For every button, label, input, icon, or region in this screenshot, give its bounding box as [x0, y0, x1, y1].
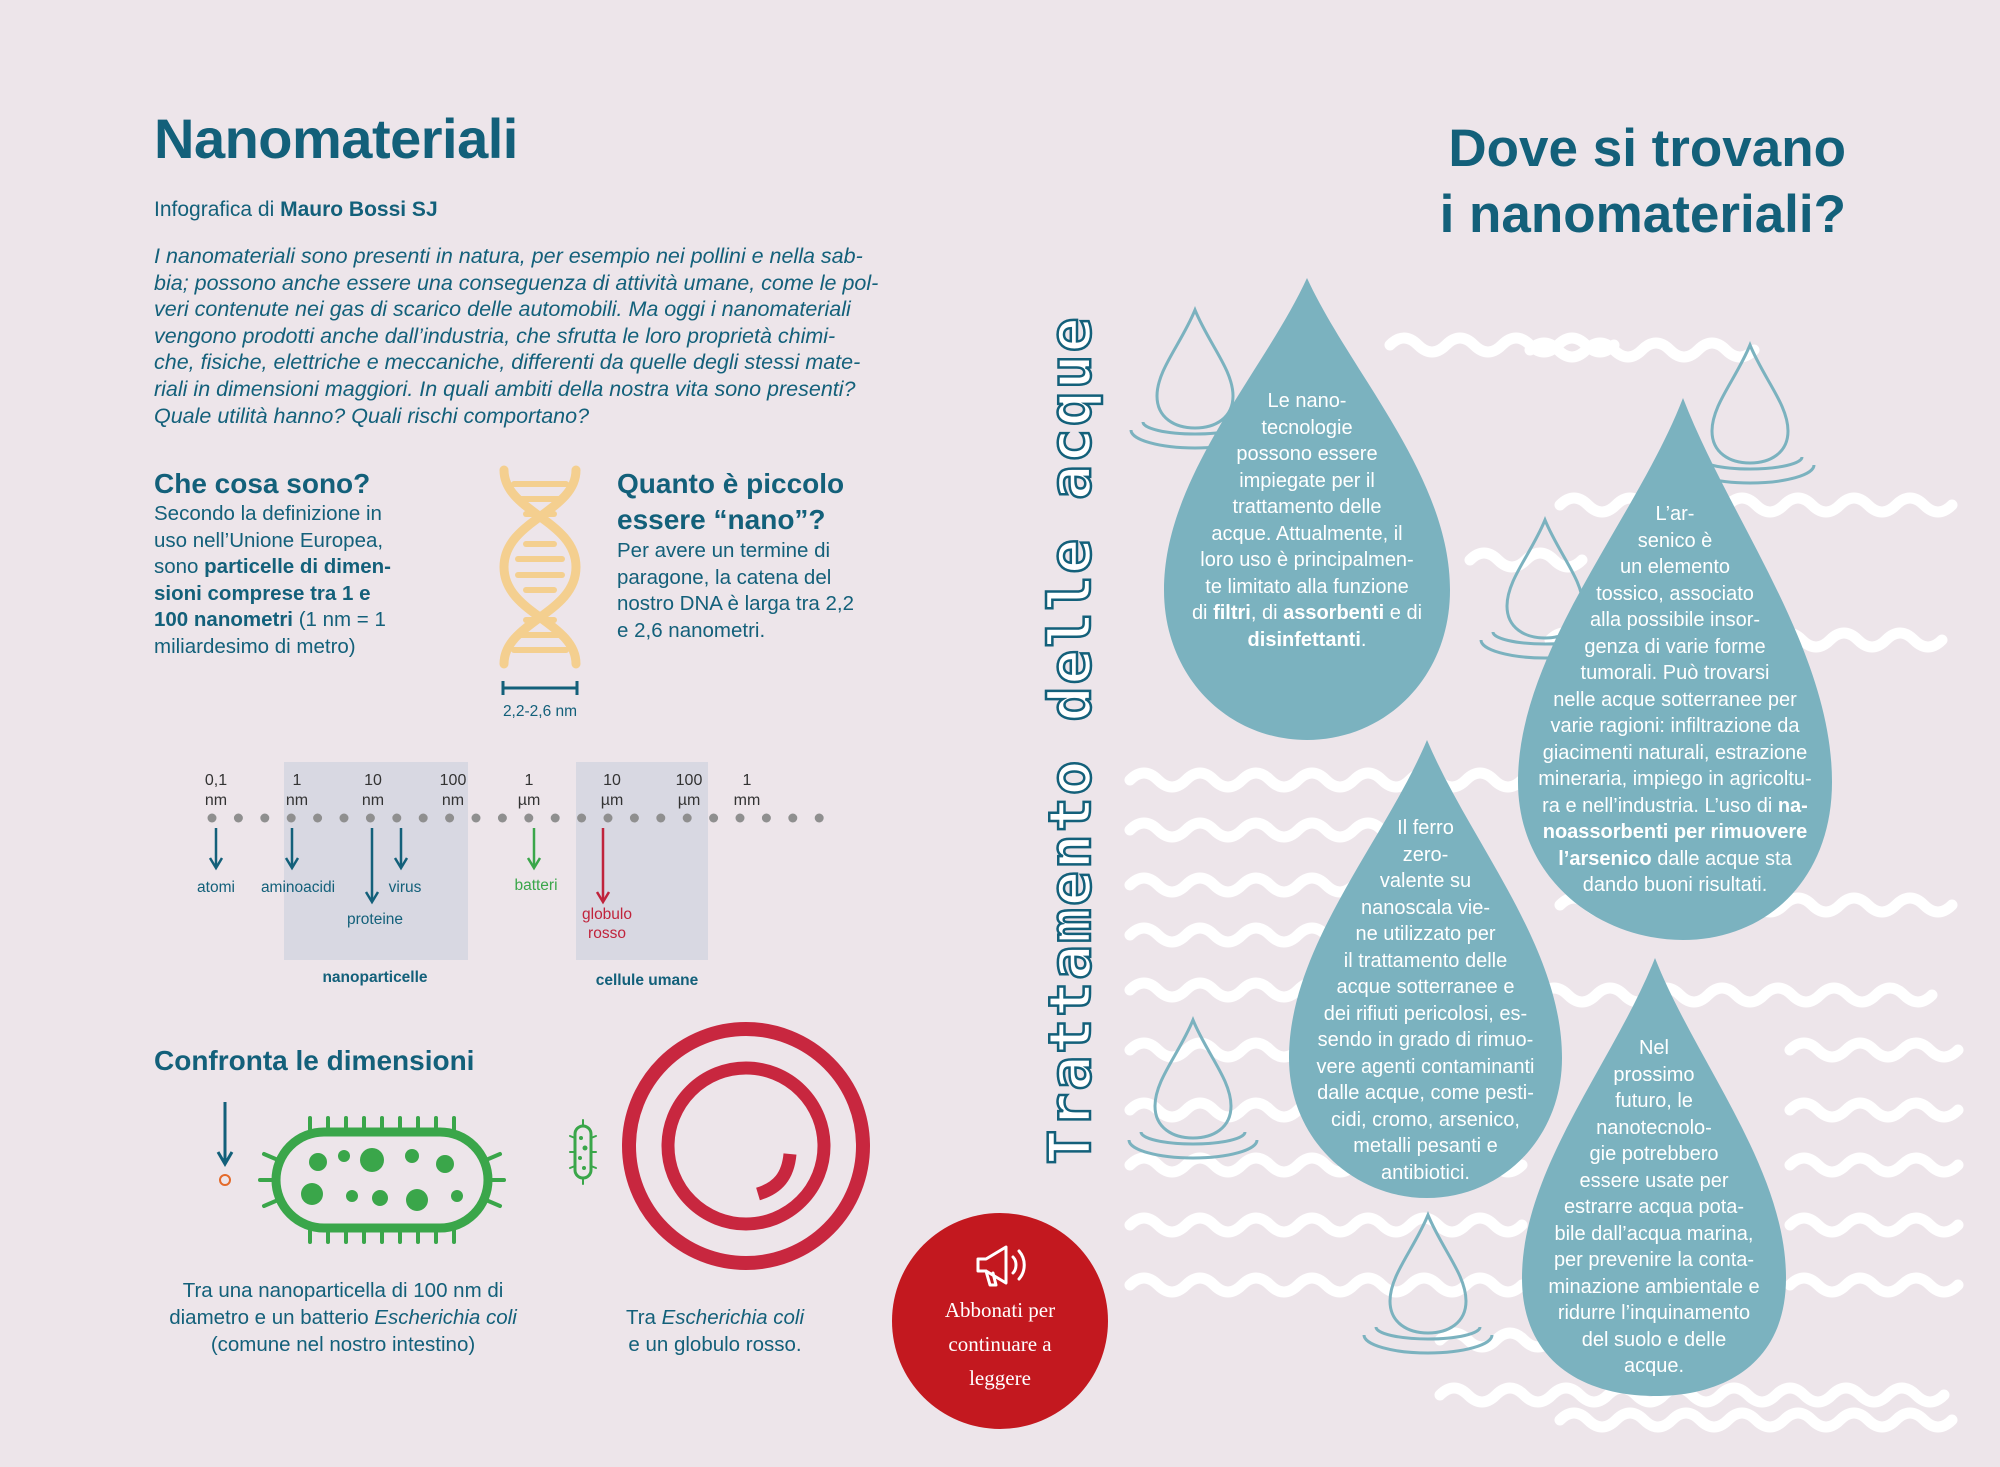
scale-item-red-cell-line: globulo [582, 906, 632, 923]
caption-line: Tra [625, 1306, 662, 1329]
scale-dot [208, 814, 217, 823]
credit-line [154, 198, 438, 222]
scale-dot [736, 814, 745, 823]
right-title-line: i nanomateriali? [1439, 185, 1846, 244]
drop-line: nanotecnolo- [1596, 1116, 1712, 1139]
scale-dot [788, 814, 797, 823]
wave-line [1790, 1103, 1958, 1117]
scale-dot [392, 814, 401, 823]
drop-4-text [1522, 1035, 1786, 1380]
drop-1-text [1164, 388, 1450, 653]
drop-line: nelle acque sotterranee per [1553, 688, 1797, 711]
scale-tick-num: 100 [439, 772, 467, 789]
caption-species: Escherichia coli [374, 1306, 517, 1329]
drop-line: L’ar- [1655, 503, 1695, 525]
red-blood-cell-icon [618, 1018, 874, 1274]
scale-tick-num: 1 [742, 772, 752, 789]
scale-tick-unit: nm [285, 792, 309, 809]
what-line: sono [154, 555, 205, 578]
compare-caption-1 [150, 1277, 536, 1358]
scale-dot [683, 814, 692, 823]
scale-tick-num: 100 [675, 772, 703, 789]
what-line-bold: sioni comprese tra 1 e [154, 581, 371, 605]
scale-dot [551, 814, 560, 823]
drop-line: . [1360, 628, 1367, 651]
drop-line: e di [1384, 602, 1423, 624]
subscribe-line: continuare a [948, 1332, 1052, 1356]
subscribe-line: leggere [969, 1366, 1031, 1390]
drop-2-text [1518, 501, 1832, 899]
drop-line: giacimenti naturali, estrazione [1542, 741, 1808, 764]
what-line: Secondo la definizione in [154, 502, 382, 525]
scale-dot [524, 814, 533, 823]
caption-line: Tra una nanoparticella di 100 nm di [182, 1279, 504, 1302]
drop-line: Il ferro [1397, 817, 1454, 839]
drop-line: tecnologie [1261, 416, 1353, 439]
what-text [154, 501, 434, 660]
wave-line [1130, 1218, 1522, 1232]
scale-tick-label [267, 771, 327, 811]
drop-line: gie potrebbero [1589, 1143, 1719, 1165]
nano-size-line: paragone, la catena del [617, 565, 832, 589]
drop-line: metalli pesanti e [1353, 1135, 1498, 1157]
scale-tick-label [423, 771, 483, 811]
caption-line: (comune nel nostro intestino) [210, 1333, 476, 1356]
drop-line: acque. Attualmente, il [1211, 522, 1403, 545]
scale-dot [313, 814, 322, 823]
drop-line: mineraria, impiego in agricoltu- [1538, 768, 1812, 790]
drop-line: dalle acque, come pesti- [1317, 1082, 1534, 1104]
what-line-bold: particelle di dimen- [204, 555, 391, 578]
intro-line: I nanomateriali sono presenti in natura, per esempio nei pollini e nella sab- [154, 244, 863, 268]
compare-caption-2 [600, 1304, 830, 1358]
drop-line: per prevenire la conta- [1553, 1249, 1755, 1271]
drop-line: prossimo [1613, 1063, 1695, 1086]
wave-line [1790, 1218, 1958, 1232]
drop-line: , di [1250, 602, 1284, 624]
drop-line: ridurre l’inquinamento [1557, 1302, 1751, 1324]
nano-size-line: Per avere un termine di [617, 539, 831, 562]
intro-line: vengono prodotti anche dall’industria, che sfrutta le loro proprietà chimi- [154, 323, 836, 348]
scale-tick-unit: µm [517, 792, 541, 809]
nano-size-line: e 2,6 nanometri. [617, 618, 766, 642]
intro-line: che, fisiche, elettriche e meccaniche, differenti da quelle degli stessi mate- [154, 350, 861, 375]
scale-group-nanoparticles: nanoparticelle [322, 969, 428, 986]
subscribe-button[interactable] [892, 1213, 1108, 1429]
drop-line: trattamento delle [1232, 496, 1382, 518]
caption-line: e un globulo rosso. [628, 1333, 802, 1356]
megaphone-icon [972, 1241, 1030, 1289]
right-title-line: Dove si trovano [1448, 119, 1846, 178]
drop-line: nanoscala vie- [1361, 896, 1490, 919]
nanoparticle-pointer-icon [212, 1100, 238, 1190]
drop-line: minazione ambientale e [1548, 1275, 1760, 1298]
scale-tick-unit: nm [441, 792, 465, 809]
scale-tick-num: 10 [364, 772, 382, 789]
wave-line [1790, 1043, 1958, 1057]
scale-dot [656, 814, 665, 823]
what-line: uso nell’Unione Europea, [154, 528, 384, 552]
nano-size-text [617, 538, 887, 644]
right-page-title [1440, 116, 1846, 248]
drop-line: alla possibile insor- [1589, 609, 1761, 631]
scale-dot [445, 814, 454, 823]
scale-dot [815, 814, 824, 823]
drop-line: il trattamento delle [1343, 949, 1508, 972]
scale-dot [577, 814, 586, 823]
scale-tick-label [343, 771, 403, 811]
drop-line: zero- [1402, 843, 1449, 866]
scale-dot [498, 814, 507, 823]
drop-line: del suolo e delle [1581, 1328, 1727, 1351]
drop-line: acque sotterranee e [1336, 976, 1515, 998]
bacterium-icon [252, 1110, 512, 1250]
scale-dot [260, 814, 269, 823]
scale-dot [234, 814, 243, 823]
nano-size-title-line: Quanto è piccolo [617, 468, 845, 499]
credit-author: Mauro Bossi SJ [280, 198, 438, 221]
intro-paragraph [154, 243, 879, 429]
drop-line: cidi, cromo, arsenico, [1331, 1108, 1520, 1131]
drop-keyword: noassorbenti per rimuovere [1542, 821, 1808, 843]
drop-line: varie ragioni: infiltrazione da [1550, 715, 1800, 737]
scale-dot [340, 814, 349, 823]
wave-line [1790, 1158, 1958, 1172]
what-title: Che cosa sono? [154, 468, 371, 499]
scale-item-atoms: atomi [197, 879, 235, 896]
scale-tick-label [186, 771, 246, 811]
drop-line: sendo in grado di rimuo- [1317, 1029, 1534, 1051]
drop-line: dei rifiuti pericolosi, es- [1323, 1002, 1528, 1025]
drop-line: vere agenti contaminanti [1316, 1055, 1535, 1078]
scale-item-amino-acids: aminoacidi [260, 879, 336, 896]
nano-size-title-line: essere “nano”? [617, 504, 826, 535]
drop-line: genza di varie forme [1584, 635, 1766, 658]
scale-dot [366, 814, 375, 823]
drop-line: possono essere [1236, 443, 1378, 465]
intro-line: Quale utilità hanno? Quali rischi comportano? [154, 403, 590, 428]
scale-tick-label [717, 771, 777, 811]
caption-line: diametro e un batterio [169, 1306, 375, 1329]
scale-tick-unit: µm [677, 792, 701, 809]
scale-item-virus: virus [388, 879, 422, 896]
intro-line: bia; possono anche essere una conseguenza di attività umane, come le pol- [154, 270, 879, 295]
drop-line: tossico, associato [1596, 582, 1754, 605]
scale-tick-unit: mm [733, 792, 761, 809]
scale-tick-num: 0,1 [204, 772, 228, 789]
drop-keyword: assorbenti [1283, 602, 1385, 624]
drop-line: Nel [1638, 1037, 1669, 1059]
drop-line: impiegate per il [1239, 469, 1375, 492]
scale-tick-label [582, 771, 642, 811]
wave-line [1540, 988, 1932, 1002]
scale-tick-num: 10 [603, 772, 621, 789]
scale-dot [419, 814, 428, 823]
scale-dot [762, 814, 771, 823]
scale-item-bacteria: batteri [514, 877, 558, 894]
drop-keyword: filtri [1213, 602, 1251, 624]
scale-tick-unit: µm [600, 792, 624, 809]
drop-line: ra e nell’industria. L’uso di [1542, 794, 1778, 817]
what-line-bold: 100 nanometri [154, 608, 293, 631]
drop-line: Le nano- [1267, 390, 1347, 412]
dna-caption: 2,2-2,6 nm [502, 703, 578, 720]
scale-dot [630, 814, 639, 823]
drop-line: futuro, le [1615, 1090, 1693, 1112]
drop-line: essere usate per [1579, 1169, 1729, 1192]
section-vertical-title: Trattamento delle acque [1036, 315, 1104, 1165]
scale-dot [709, 814, 718, 823]
dna-icon [490, 462, 590, 672]
scale-item-red-cell-line: rosso [588, 925, 626, 942]
drop-line: un elemento [1619, 556, 1731, 578]
drop-line: antibiotici. [1381, 1161, 1470, 1184]
scale-tick-num: 1 [292, 772, 302, 789]
small-bacterium-icon [566, 1118, 600, 1186]
scale-tick-label [659, 771, 719, 811]
subscribe-label [892, 1293, 1108, 1395]
drop-line: estrarre acqua pota- [1563, 1196, 1745, 1218]
intro-line: riali in dimensioni maggiori. In quali ambiti della nostra vita sono presenti? [154, 376, 856, 401]
drop-line: dando buoni risultati. [1582, 874, 1768, 896]
drop-line: bile dall’acqua marina, [1554, 1222, 1754, 1245]
drop-line: tumorali. Può trovarsi [1580, 662, 1770, 684]
scale-tick-label [499, 771, 559, 811]
scale-dot [287, 814, 296, 823]
drop-line: dalle acque sta [1651, 847, 1792, 870]
credit-prefix: Infografica di [154, 198, 281, 221]
drop-line: acque. [1623, 1355, 1685, 1377]
scale-dot [604, 814, 613, 823]
drop-line: di [1191, 602, 1214, 624]
dna-width-marker [500, 678, 580, 698]
scale-tick-unit: nm [361, 792, 385, 809]
drop-line: te limitato alla funzione [1205, 575, 1409, 598]
caption-species: Escherichia coli [661, 1306, 805, 1329]
subscribe-line: Abbonati per [944, 1298, 1056, 1322]
scale-item-proteins: proteine [346, 911, 403, 928]
scale-item-red-cell [571, 905, 643, 943]
scale-dot [472, 814, 481, 823]
drop-line: ne utilizzato per [1355, 923, 1496, 945]
scale-tick-num: 1 [524, 772, 534, 789]
drop-keyword: disinfettanti [1247, 628, 1361, 651]
drop-keyword: na- [1777, 794, 1808, 817]
what-line: (1 nm = 1 [293, 608, 386, 631]
wave-line [1560, 1413, 1952, 1427]
drop-line: senico è [1637, 529, 1713, 552]
intro-line: veri contenute nei gas di scarico delle automobili. Ma oggi i nanomateriali [154, 297, 851, 322]
drop-keyword: l’arsenico [1558, 847, 1652, 870]
what-line: miliardesimo di metro) [154, 634, 356, 658]
drop-line: loro uso è principalmen- [1200, 549, 1414, 571]
scale-group-human-cells: cellule umane [595, 972, 699, 989]
nano-size-line: nostro DNA è larga tra 2,2 [617, 592, 855, 615]
page-title: Nanomateriali [154, 107, 518, 170]
drop-line: valente su [1379, 870, 1472, 892]
nano-size-title [617, 466, 844, 538]
wave-line [1790, 1278, 1958, 1292]
scale-tick-unit: nm [204, 792, 228, 809]
compare-title: Confronta le dimensioni [154, 1045, 475, 1076]
